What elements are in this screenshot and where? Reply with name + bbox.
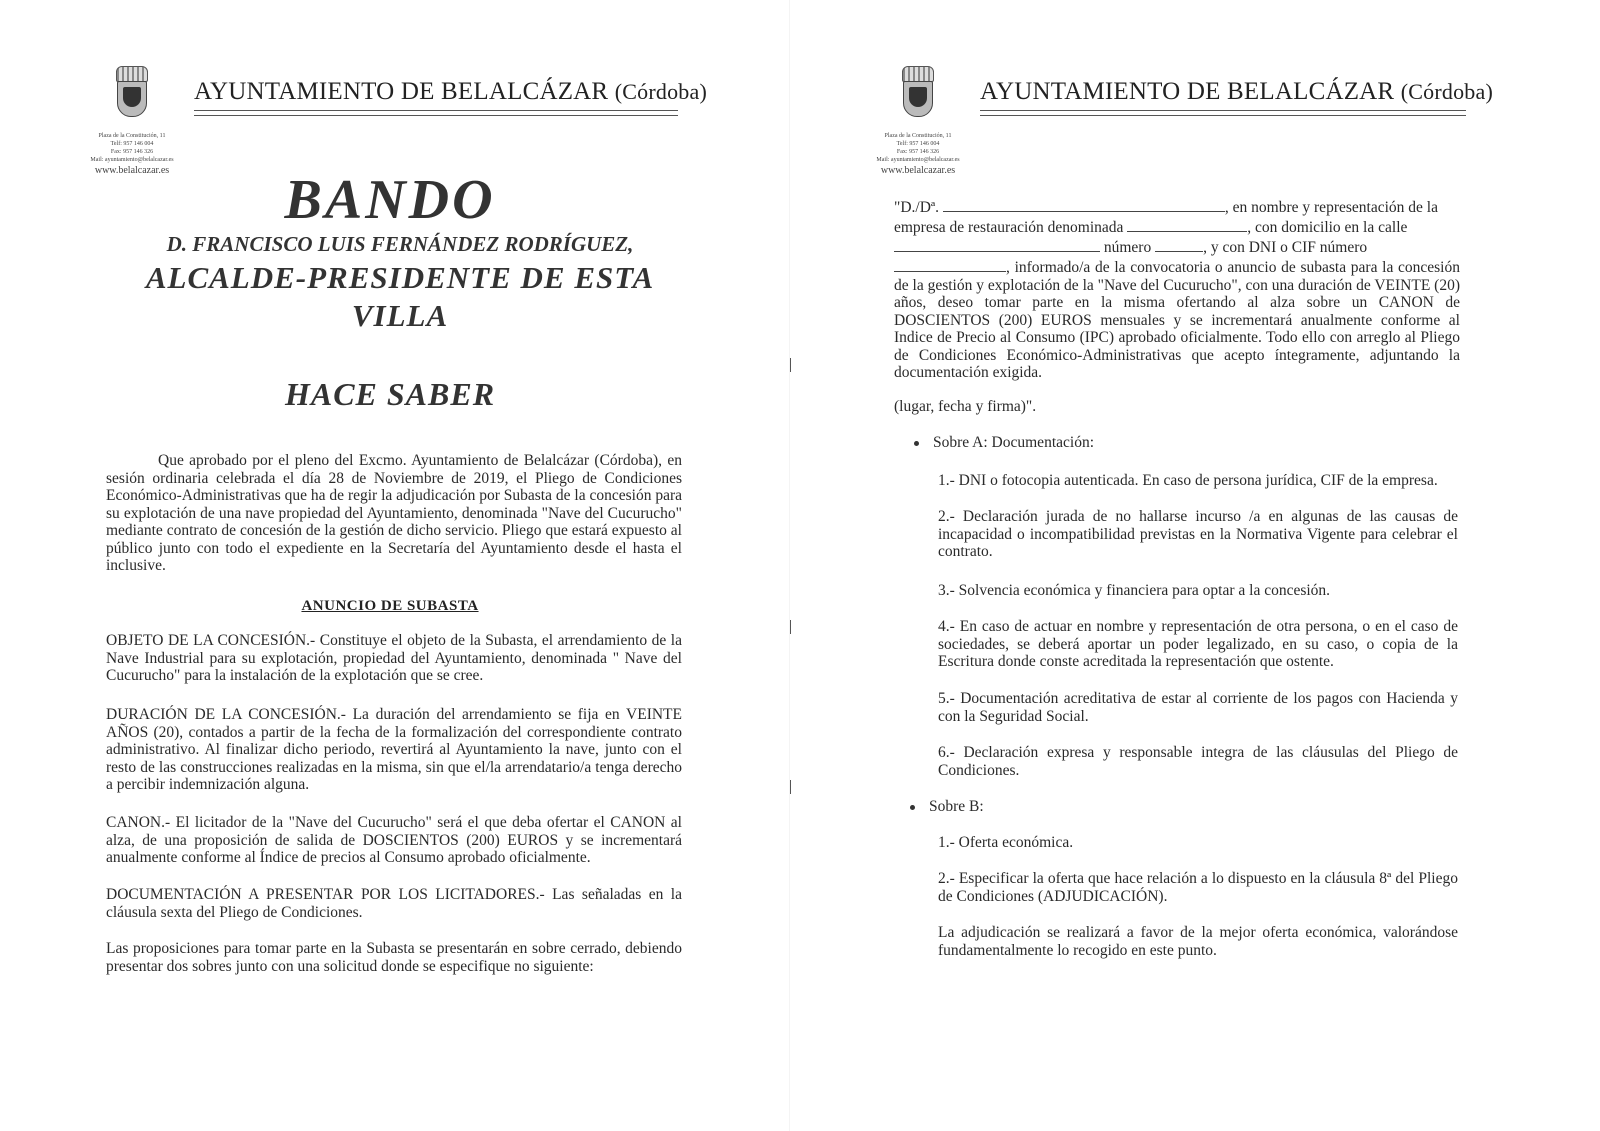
website-link: www.belalcazar.es: [94, 165, 170, 176]
header-title: AYUNTAMIENTO DE BELALCÁZAR (Córdoba): [194, 78, 707, 105]
company-blank: [1127, 218, 1247, 232]
edge-mark: [790, 620, 791, 634]
edge-mark: [790, 780, 791, 794]
duracion-paragraph: DURACIÓN DE LA CONCESIÓN.- La duración del arrendamiento se fija en VEINTE AÑOS (20), contados a partir de la fecha de la formalización del correspondiente contrato administrativo. Al finalizar dicho periodo, revertirá al Ayuntamiento la nave, junto con el resto de las construcciones realizadas en la misma, sin que el/la arrendatario/a tenga derecho a percibir indemnización alguna.: [106, 706, 682, 793]
sobre-a-item: 1.- DNI o fotocopia autenticada. En caso de persona jurídica, CIF de la empresa.: [938, 472, 1438, 489]
form-line-1: "D./Dª. , en nombre y representación de la: [894, 199, 1438, 216]
sobre-a-item: 3.- Solvencia económica y financiera para optar a la concesión.: [938, 582, 1331, 599]
name-blank: [943, 198, 1225, 212]
header-rule: [194, 110, 678, 116]
form-line-2: empresa de restauración denominada , con domicilio en la calle: [894, 219, 1408, 236]
header-title: AYUNTAMIENTO DE BELALCÁZAR (Córdoba): [980, 78, 1493, 105]
proposiciones-paragraph: Las proposiciones para tomar parte en la Subasta se presentarán en sobre cerrado, debiendo presentar dos sobres junto con una solicitud donde se especifique no siguiente:: [106, 940, 682, 975]
mayor-title: ALCALDE-PRESIDENTE DE ESTA: [145, 260, 655, 295]
page-left: [0, 0, 790, 1131]
lugar-fecha-firma: (lugar, fecha y firma)".: [894, 398, 1037, 415]
anuncio-subasta-heading: ANUNCIO DE SUBASTA: [301, 598, 479, 614]
form-body: , informado/a de la convocatoria o anuncio de subasta para la concesión de la gestión y explotación de la "Nave del Cucurucho", con una duración de VEINTE (20) años, deseo tomar parte en la misma ofertando al alza sobre un CANON de DOSCIENTOS (200) EUROS mensuales y se incrementará anualmente conforme al Indice de Precio al Consumo (IPC) aprobado oficialmente. Todo ello con arreglo al Pliego de Condiciones Económico-Administrativas que acepto íntegramente, adjuntando la documentación exigida.: [894, 259, 1460, 381]
canon-paragraph: CANON.- El licitador de la "Nave del Cucurucho" será el que deba ofertar el CANON al alza, de una proposición de salida de DOSCIENTOS (200) EUROS y se incrementará anualmente conforme al Índice de precios al Consumo aprobado oficialmente.: [106, 814, 682, 866]
contact-block: Plaza de la Constitución, 11 Telf: 957 146 004 Fax: 957 146 326 Mail: ayuntamiento@belalcazar.es www.belalcazar.es: [84, 132, 180, 177]
sobre-a-item: 4.- En caso de actuar en nombre y representación de otra persona, o en el caso de sociedades, se deberá aportar un poder legalizado, en su caso, o copia de la Escritura donde conste acreditada la representación que ostente.: [938, 618, 1458, 670]
coat-of-arms-icon: [900, 66, 934, 122]
mayor-title-villa: VILLA: [351, 298, 449, 333]
website-link: www.belalcazar.es: [880, 165, 956, 176]
sobre-a-item: 6.- Declaración expresa y responsable integra de las cláusulas del Pliego de Condiciones.: [938, 744, 1458, 779]
page-right: [800, 0, 1600, 1131]
hace-saber-heading: HACE SABER: [284, 376, 496, 412]
sobre-a-item: 2.- Declaración jurada de no hallarse incurso /a en algunas de las causas de incapacidad o incompatibilidad previstas en la Normativa Vigente para celebrar el contrato.: [938, 508, 1458, 560]
edge-mark: [790, 358, 791, 372]
sobre-b-item: 1.- Oferta económica.: [938, 834, 1074, 851]
adjudicacion-paragraph: La adjudicación se realizará a favor de la mejor oferta económica, valorándose fundamentalmente lo recogido en este punto.: [938, 924, 1458, 959]
sobre-a-heading: Sobre A: Documentación:: [914, 434, 1094, 452]
sobre-b-item: 2.- Especificar la oferta que hace relación a lo dispuesto en la cláusula 8ª del Pliego de Condiciones (ADJUDICACIÓN).: [938, 870, 1458, 905]
objeto-paragraph: OBJETO DE LA CONCESIÓN.- Constituye el objeto de la Subasta, el arrendamiento de la Nave Industrial para su explotación, propiedad del Ayuntamiento, denominada " Nave del Cucurucho" para la instalación de la explotación que se cree.: [106, 632, 682, 684]
contact-block: Plaza de la Constitución, 11 Telf: 957 146 004 Fax: 957 146 326 Mail: ayuntamiento@belalcazar.es www.belalcazar.es: [870, 132, 966, 177]
documentacion-paragraph: DOCUMENTACIÓN A PRESENTAR POR LOS LICITADORES.- Las señaladas en la cláusula sexta del Pliego de Condiciones.: [106, 886, 682, 921]
sobre-b-heading: Sobre B:: [910, 798, 984, 816]
coat-of-arms-icon: [114, 66, 148, 122]
intro-paragraph: Que aprobado por el pleno del Excmo. Ayuntamiento de Belalcázar (Córdoba), en sesión ordinaria celebrada el día 28 de Noviembre de 2019, el Pliego de Condiciones Económico-Administrativas que ha de regir la adjudicación por Subasta de la concesión para su explotación de una nave propiedad del Ayuntamiento, denominada "Nave del Cucurucho" mediante contrato de concesión de la gestión de dicho servicio. Pliego que estará expuesto al público junto con todo el expediente en la Secretaría del Ayuntamiento desde el hasta el inclusive.: [106, 452, 682, 574]
form-line-3: número , y con DNI o CIF número: [894, 238, 1460, 257]
street-blank: [894, 238, 1100, 252]
mayor-name: D. FRANCISCO LUIS FERNÁNDEZ RODRÍGUEZ,: [166, 232, 634, 256]
dni-blank: [894, 258, 1006, 272]
number-blank: [1155, 238, 1203, 252]
header-rule: [980, 110, 1466, 116]
bando-title: BANDO: [284, 169, 496, 231]
sobre-a-item: 5.- Documentación acreditativa de estar al corriente de los pagos con Hacienda y con la Seguridad Social.: [938, 690, 1458, 725]
